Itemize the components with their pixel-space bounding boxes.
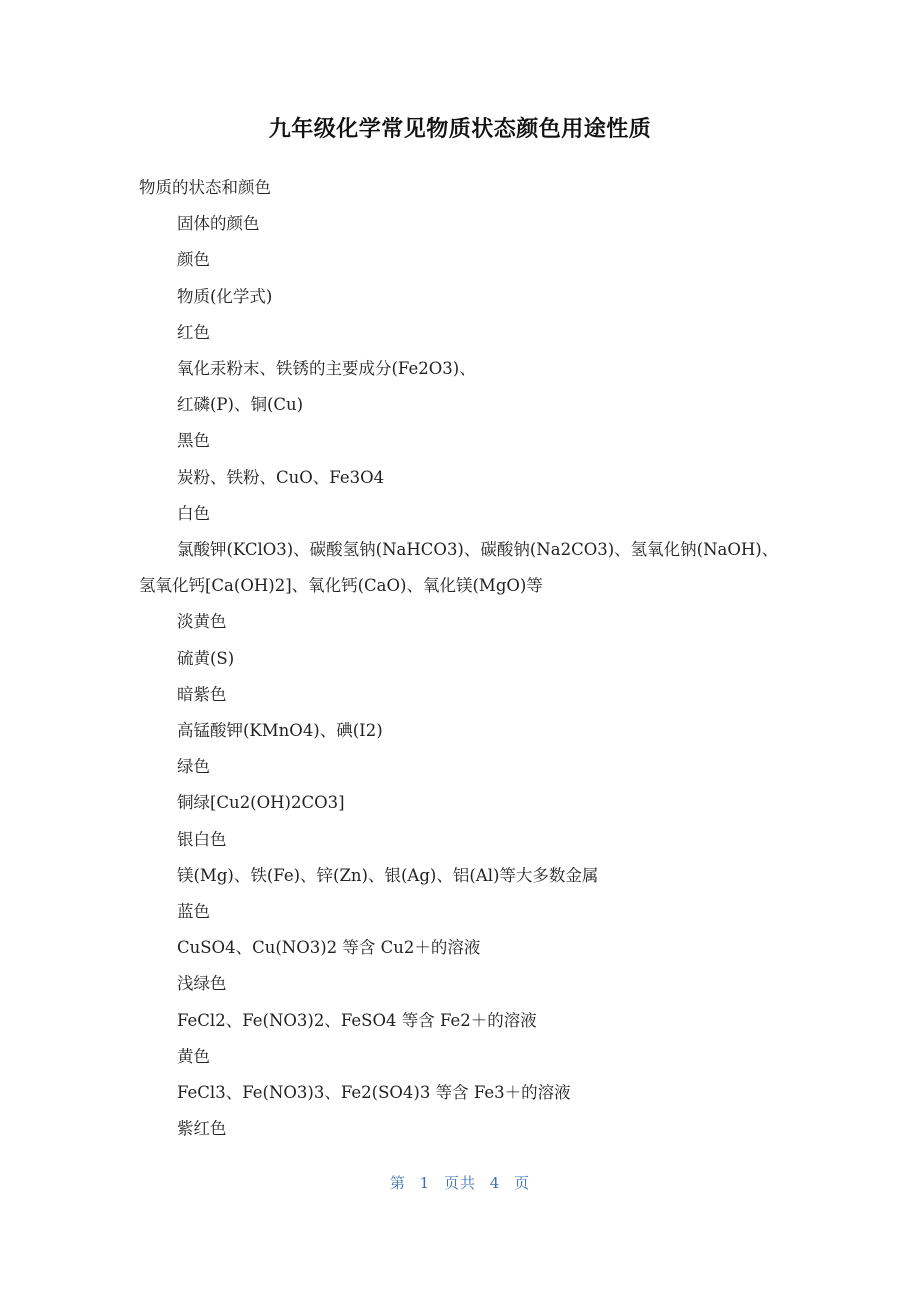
color-label-pale-yellow: 淡黄色 (177, 612, 227, 632)
color-label-yellow: 黄色 (177, 1046, 210, 1066)
substance-text-black: 炭粉、铁粉、CuO、Fe3O4 (177, 467, 385, 487)
column-header-substance: 物质(化学式) (177, 286, 273, 306)
total-pages-number: 4 (489, 1174, 501, 1192)
substance-text-green: 铜绿[Cu2(OH)2CO3] (177, 793, 345, 813)
substance-text-yellow: FeCl3、Fe(NO3)3、Fe2(SO4)3 等含 Fe3＋的溶液 (177, 1083, 571, 1103)
color-label-purple-red: 紫红色 (177, 1119, 227, 1139)
column-header-color: 颜色 (177, 250, 210, 270)
color-label-dark-purple: 暗紫色 (177, 684, 227, 704)
color-label-white: 白色 (177, 503, 210, 523)
page-label-mid: 页共 (443, 1174, 476, 1192)
substance-text-red-2: 红磷(P)、铜(Cu) (177, 395, 304, 415)
substance-text-pale-yellow: 硫黄(S) (177, 648, 235, 668)
current-page-number: 1 (419, 1174, 431, 1192)
color-label-black: 黑色 (177, 431, 210, 451)
substance-text-red-1: 氧化汞粉末、铁锈的主要成分(Fe2O3)、 (177, 359, 476, 379)
substance-text-white: 氯酸钾(KClO3)、碳酸氢钠(NaHCO3)、碳酸钠(Na2CO3)、氢氧化钠(NaOH)、氢氧化钙[Ca(OH)2]、氧化钙(CaO)、氧化镁(MgO)等 (139, 540, 779, 596)
substance-text-blue: CuSO4、Cu(NO3)2 等含 Cu2＋的溶液 (177, 938, 481, 958)
substance-text-dark-purple: 高锰酸钾(KMnO4)、碘(I2) (177, 721, 383, 741)
color-label-blue: 蓝色 (177, 902, 210, 922)
color-label-red: 红色 (177, 322, 210, 342)
color-label-silver-white: 银白色 (177, 829, 227, 849)
page-label-suffix: 页 (514, 1174, 531, 1192)
section-heading: 物质的状态和颜色 (139, 178, 271, 197)
color-label-light-green: 浅绿色 (177, 974, 227, 994)
color-label-green: 绿色 (177, 757, 210, 777)
document-body (139, 170, 789, 1147)
substance-text-light-green: FeCl2、Fe(NO3)2、FeSO4 等含 Fe2＋的溶液 (177, 1010, 537, 1030)
substance-text-silver-white: 镁(Mg)、铁(Fe)、锌(Zn)、银(Ag)、铝(Al)等大多数金属 (177, 865, 599, 885)
page-label-prefix: 第 (389, 1174, 406, 1192)
document-title: 九年级化学常见物质状态颜色用途性质 (268, 117, 652, 142)
subsection-heading: 固体的颜色 (177, 214, 260, 234)
page-footer (0, 1172, 920, 1194)
